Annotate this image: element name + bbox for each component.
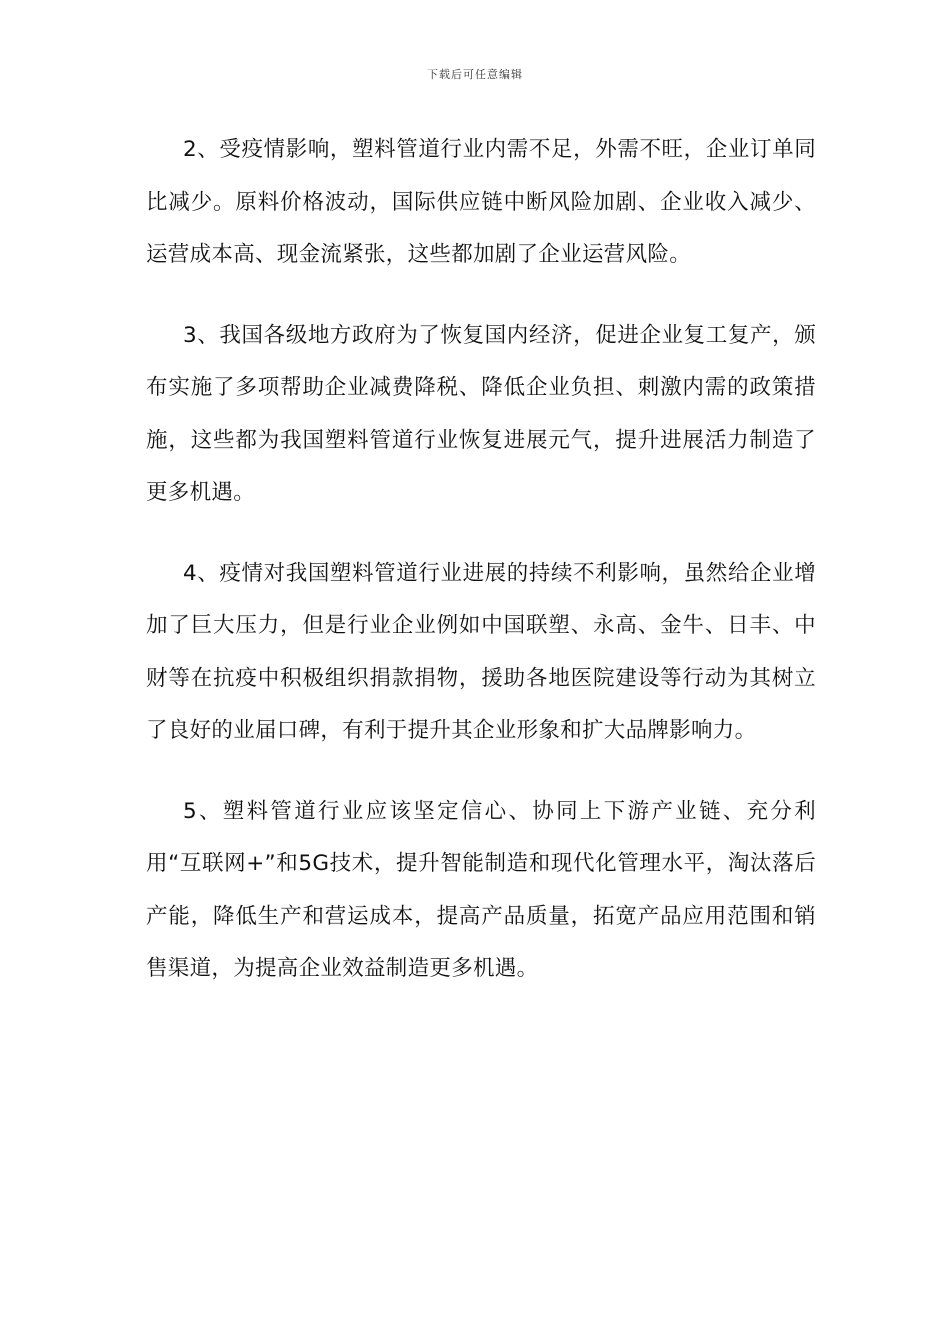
paragraph-5: 5、塑料管道行业应该坚定信心、协同上下游产业链、充分利用“互联网+”和5G技术，提升智能制造和现代化管理水平，淘汰落后产能，降低生产和营运成本，提高产品质量，拓宽产品应用范围和销售渠道，为提高企业效益制造更多机遇。	[146, 798, 816, 981]
document-body	[146, 124, 816, 1024]
page-header: 下载后可任意编辑	[427, 68, 523, 81]
paragraph-3: 3、我国各级地方政府为了恢复国内经济，促进企业复工复产，颁布实施了多项帮助企业减费降税、降低企业负担、刺激内需的政策措施，这些都为我国塑料管道行业恢复进展元气，提升进展活力制造了更多机遇。	[146, 322, 816, 505]
paragraph-4: 4、疫情对我国塑料管道行业进展的持续不利影响，虽然给企业增加了巨大压力，但是行业企业例如中国联塑、永高、金牛、日丰、中财等在抗疫中积极组织捐款捐物，援助各地医院建设等行动为其树立了良好的业届口碑，有利于提升其企业形象和扩大品牌影响力。	[146, 560, 816, 743]
paragraph-2: 2、受疫情影响，塑料管道行业内需不足，外需不旺，企业订单同比减少。原料价格波动，国际供应链中断风险加剧、企业收入减少、运营成本高、现金流紧张，这些都加剧了企业运营风险。	[146, 137, 816, 267]
